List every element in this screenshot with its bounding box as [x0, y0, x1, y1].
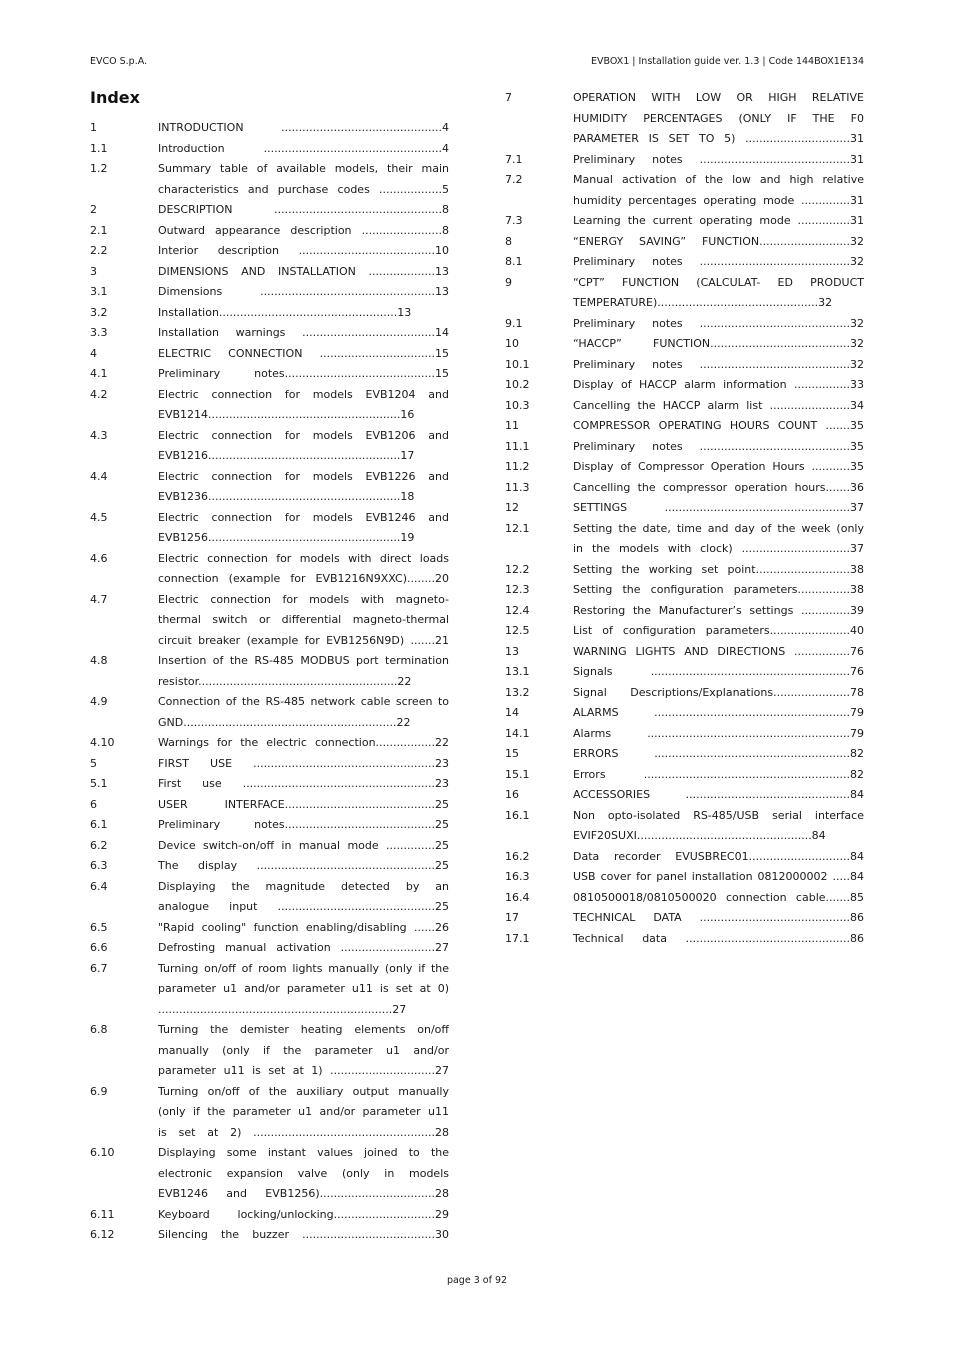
- toc-entry-line: [505, 662, 864, 683]
- toc-entry-line: [90, 938, 449, 959]
- toc-entry-text: INTRODUCTION ..............................................4: [158, 121, 449, 134]
- toc-entry-line: [90, 651, 449, 672]
- toc-section-number: 4.2: [90, 387, 108, 401]
- toc-entry-text: ERRORS ........................................................82: [573, 747, 864, 760]
- toc-section-number: [90, 672, 158, 693]
- toc-section-number: 7.1: [505, 152, 523, 166]
- toc-section-number: 15: [505, 747, 519, 760]
- index-column-left: [90, 118, 449, 1246]
- toc-section-number: [90, 610, 158, 631]
- toc-section-number: 17.1: [505, 931, 530, 945]
- toc-entry-line: [90, 1225, 449, 1246]
- toc-entry-line: [505, 601, 864, 622]
- toc-entry-line: [505, 191, 864, 212]
- toc-entry-text: analogue input .............................................25: [158, 900, 449, 913]
- toc-entry-line: [505, 785, 864, 806]
- toc-section-number: 4.3: [90, 428, 108, 442]
- toc-section-number: [90, 1184, 158, 1205]
- toc-entry-text: OPERATION WITH LOW OR HIGH RELATIVE: [573, 91, 864, 104]
- toc-entry-text: thermal switch or differential magneto-thermal: [158, 613, 449, 626]
- toc-entry-line: [505, 560, 864, 581]
- toc-entry-text: Signals .........................................................76: [573, 665, 864, 678]
- toc-entry-line: [90, 159, 449, 180]
- toc-entry-text: Cancelling the compressor operation hours.......36: [573, 480, 864, 494]
- toc-section-number: [505, 109, 573, 130]
- toc-entry-text: Preliminary notes ...........................................32: [573, 255, 864, 268]
- toc-section-number: 4.4: [90, 469, 108, 483]
- index-column-right: [505, 88, 864, 949]
- toc-entry-text: DIMENSIONS AND INSTALLATION ...................13: [158, 264, 449, 278]
- toc-entry-line: [505, 334, 864, 355]
- toc-section-number: 6.12: [90, 1228, 115, 1241]
- toc-entry-line: [505, 703, 864, 724]
- toc-section-number: 12: [505, 501, 519, 514]
- header-company: EVCO S.p.A.: [90, 56, 148, 67]
- toc-section-number: 3.1: [90, 285, 108, 298]
- toc-section-number: [90, 897, 158, 918]
- toc-entry-text: Manual activation of the low and high relative: [573, 173, 864, 186]
- toc-entry-text: Connection of the RS-485 network cable screen to: [158, 695, 449, 708]
- toc-entry-text: Restoring the Manufacturer’s settings ..............39: [573, 603, 864, 617]
- toc-entry-line: [505, 88, 864, 109]
- toc-section-number: 16.1: [505, 808, 530, 822]
- toc-section-number: 10.1: [505, 357, 530, 371]
- toc-section-number: 3.2: [90, 305, 108, 319]
- toc-entry-text: Summary table of available models, their main: [158, 162, 449, 175]
- toc-section-number: 16.3: [505, 870, 530, 883]
- toc-entry-line: [90, 1102, 449, 1123]
- toc-section-number: 17: [505, 911, 519, 924]
- toc-entry-text: Preliminary notes...........................................25: [158, 818, 449, 831]
- toc-entry-line: [505, 355, 864, 376]
- toc-section-number: [90, 979, 158, 1000]
- toc-entry-text: TEMPERATURE)..............................................32: [573, 296, 833, 309]
- toc-entry-text: Displaying the magnitude detected by an: [158, 879, 449, 893]
- toc-entry-text: ELECTRIC CONNECTION .................................15: [158, 346, 449, 360]
- toc-entry-line: [505, 765, 864, 786]
- toc-entry-text: Displaying some instant values joined to the: [158, 1146, 449, 1159]
- toc-entry-text: is set at 2) ....................................................28: [158, 1125, 449, 1139]
- toc-entry-text: DESCRIPTION ................................................8: [158, 203, 449, 216]
- toc-entry-line: [90, 897, 449, 918]
- toc-entry-text: Keyboard locking/unlocking.............................29: [158, 1207, 449, 1221]
- toc-entry-line: [505, 396, 864, 417]
- toc-section-number: [90, 1123, 158, 1144]
- toc-section-number: 1.1: [90, 141, 108, 155]
- toc-section-number: 16: [505, 788, 519, 801]
- toc-section-number: [505, 826, 573, 847]
- toc-entry-line: [90, 795, 449, 816]
- toc-entry-text: SETTINGS .....................................................37: [573, 501, 864, 514]
- toc-entry-line: [505, 888, 864, 909]
- toc-section-number: 14.1: [505, 726, 530, 740]
- toc-section-number: [90, 1061, 158, 1082]
- toc-entry-line: [90, 323, 449, 344]
- toc-section-number: [90, 446, 158, 467]
- toc-section-number: 6.10: [90, 1146, 115, 1159]
- toc-entry-text: Electric connection for models with direct loads: [158, 551, 449, 565]
- toc-entry-text: List of configuration parameters.......................40: [573, 624, 864, 637]
- toc-entry-line: [505, 744, 864, 765]
- toc-entry-text: Defrosting manual activation ...........................27: [158, 941, 449, 954]
- toc-entry-text: USB cover for panel installation 0812000002 .....84: [573, 870, 864, 883]
- toc-entry-line: [505, 580, 864, 601]
- toc-entry-text: Errors ...........................................................82: [573, 767, 864, 781]
- toc-entry-line: [90, 364, 449, 385]
- toc-entry-text: Silencing the buzzer ......................................30: [158, 1228, 449, 1241]
- toc-section-number: 12.4: [505, 603, 530, 617]
- toc-entry-text: in the models with clock) ...............................37: [573, 542, 864, 555]
- toc-entry-line: [505, 867, 864, 888]
- toc-entry-text: Learning the current operating mode ...............31: [573, 214, 864, 227]
- toc-section-number: 9.1: [505, 316, 523, 330]
- toc-entry-line: [505, 724, 864, 745]
- toc-entry-line: [505, 273, 864, 294]
- toc-section-number: 2: [90, 203, 97, 216]
- toc-entry-line: [505, 457, 864, 478]
- toc-entry-line: [90, 836, 449, 857]
- toc-entry-text: Device switch-on/off in manual mode ..............25: [158, 838, 449, 852]
- toc-entry-text: WARNING LIGHTS AND DIRECTIONS ................76: [573, 644, 864, 658]
- toc-entry-text: Warnings for the electric connection.................22: [158, 736, 449, 749]
- toc-entry-text: Electric connection for models EVB1246 and: [158, 510, 449, 524]
- toc-entry-text: Turning on/off of room lights manually (only if the: [158, 961, 449, 975]
- toc-section-number: 13.2: [505, 685, 530, 699]
- toc-entry-text: EVIF20SUXI..................................................84: [573, 829, 826, 842]
- toc-entry-line: [90, 754, 449, 775]
- toc-entry-line: [505, 129, 864, 150]
- index-title: Index: [90, 88, 140, 107]
- toc-entry-line: [505, 252, 864, 273]
- toc-section-number: 6.4: [90, 879, 108, 893]
- toc-section-number: 6.9: [90, 1084, 108, 1098]
- toc-section-number: [90, 569, 158, 590]
- toc-entry-line: [90, 405, 449, 426]
- toc-section-number: 11.1: [505, 439, 530, 453]
- toc-entry-text: parameter u11 is set at 1) ..............................27: [158, 1064, 449, 1077]
- toc-section-number: 16.4: [505, 890, 530, 904]
- header-document-info: EVBOX1 | Installation guide ver. 1.3 | Code 144BOX1E134: [590, 56, 864, 67]
- toc-entry-text: Electric connection for models with magneto-: [158, 592, 449, 606]
- toc-entry-line: [90, 139, 449, 160]
- toc-section-number: [505, 539, 573, 560]
- toc-entry-text: Setting the date, time and day of the week (only: [573, 521, 864, 535]
- toc-entry-text: EVB1256.......................................................19: [158, 531, 415, 544]
- toc-entry-text: Preliminary notes...........................................15: [158, 367, 449, 380]
- toc-entry-line: [90, 692, 449, 713]
- toc-section-number: 6.11: [90, 1207, 115, 1221]
- toc-entry-line: [90, 1184, 449, 1205]
- toc-entry-text: parameter u1 and/or parameter u11 is set at 0): [158, 982, 449, 995]
- toc-section-number: [90, 631, 158, 652]
- toc-entry-line: [90, 1000, 449, 1021]
- toc-entry-line: [90, 1020, 449, 1041]
- toc-section-number: 6.1: [90, 818, 108, 831]
- toc-entry-line: [505, 683, 864, 704]
- toc-section-number: 6.6: [90, 941, 108, 954]
- toc-entry-line: [505, 539, 864, 560]
- toc-entry-line: [90, 631, 449, 652]
- toc-entry-line: [90, 262, 449, 283]
- toc-section-number: [505, 129, 573, 150]
- toc-section-number: [90, 528, 158, 549]
- toc-entry-line: [505, 642, 864, 663]
- toc-section-number: 2.2: [90, 244, 108, 257]
- toc-section-number: [90, 487, 158, 508]
- toc-entry-line: [90, 303, 449, 324]
- toc-section-number: 15.1: [505, 767, 530, 781]
- toc-entry-text: Signal Descriptions/Explanations......................78: [573, 685, 864, 699]
- toc-entry-text: Data recorder EVUSBREC01.............................84: [573, 849, 864, 863]
- toc-section-number: [90, 180, 158, 201]
- toc-entry-line: [90, 549, 449, 570]
- toc-entry-line: [90, 1123, 449, 1144]
- toc-section-number: [90, 713, 158, 734]
- toc-entry-text: Display of Compressor Operation Hours ...........35: [573, 460, 864, 473]
- toc-section-number: 8: [505, 234, 512, 248]
- toc-entry-line: [90, 180, 449, 201]
- page-number: page 3 of 92: [446, 1275, 508, 1286]
- toc-section-number: 12.5: [505, 624, 530, 637]
- toc-section-number: 13.1: [505, 665, 530, 678]
- toc-entry-line: [505, 150, 864, 171]
- toc-entry-text: Preliminary notes ...........................................35: [573, 439, 864, 453]
- toc-entry-line: [505, 519, 864, 540]
- toc-entry-text: HUMIDITY PERCENTAGES (ONLY IF THE F0: [573, 111, 864, 125]
- toc-entry-text: characteristics and purchase codes ..................5: [158, 182, 449, 196]
- toc-entry-line: [90, 1041, 449, 1062]
- toc-entry-line: [505, 847, 864, 868]
- toc-entry-text: Interior description .......................................10: [158, 244, 449, 257]
- toc-entry-text: Preliminary notes ...........................................32: [573, 357, 864, 371]
- toc-entry-line: [505, 293, 864, 314]
- toc-entry-line: [505, 437, 864, 458]
- toc-entry-text: connection (example for EVB1216N9XXC)........20: [158, 572, 449, 585]
- toc-section-number: 12.3: [505, 583, 530, 596]
- toc-section-number: 10.2: [505, 378, 530, 391]
- toc-entry-line: [505, 478, 864, 499]
- toc-entry-line: [90, 774, 449, 795]
- toc-entry-line: [90, 959, 449, 980]
- toc-section-number: 4.10: [90, 736, 115, 749]
- toc-entry-text: Alarms ..........................................................79: [573, 726, 864, 740]
- toc-section-number: 5.1: [90, 777, 108, 790]
- toc-entry-line: [90, 979, 449, 1000]
- toc-entry-line: [505, 314, 864, 335]
- toc-entry-text: Preliminary notes ...........................................31: [573, 152, 864, 166]
- toc-entry-line: [90, 569, 449, 590]
- toc-entry-text: humidity percentages operating mode ..............31: [573, 193, 864, 207]
- toc-entry-line: [505, 621, 864, 642]
- toc-entry-text: Turning the demister heating elements on/off: [158, 1023, 449, 1036]
- toc-entry-text: ALARMS ........................................................79: [573, 706, 864, 719]
- toc-entry-text: electronic expansion valve (only in models: [158, 1166, 449, 1180]
- toc-entry-text: Introduction ...................................................4: [158, 141, 449, 155]
- toc-entry-line: [90, 733, 449, 754]
- toc-entry-text: “CPT” FUNCTION (CALCULAT- ED PRODUCT: [573, 275, 864, 289]
- toc-entry-text: Turning on/off of the auxiliary output manually: [158, 1084, 449, 1098]
- toc-section-number: 11.3: [505, 480, 530, 494]
- toc-entry-text: Outward appearance description .......................8: [158, 223, 449, 237]
- toc-entry-line: [90, 590, 449, 611]
- toc-section-number: 4.7: [90, 592, 108, 606]
- toc-entry-text: Electric connection for models EVB1226 and: [158, 469, 449, 483]
- toc-entry-line: [505, 806, 864, 827]
- toc-entry-text: Electric connection for models EVB1206 and: [158, 428, 449, 442]
- toc-entry-text: Insertion of the RS-485 MODBUS port termination: [158, 654, 449, 667]
- toc-entry-line: [90, 815, 449, 836]
- toc-entry-text: FIRST USE ....................................................23: [158, 756, 449, 770]
- toc-entry-line: [90, 610, 449, 631]
- toc-entry-text: COMPRESSOR OPERATING HOURS COUNT .......35: [573, 419, 864, 432]
- toc-entry-text: Setting the working set point...........................38: [573, 562, 864, 576]
- toc-entry-line: [90, 528, 449, 549]
- toc-entry-line: [90, 385, 449, 406]
- toc-entry-text: Cancelling the HACCP alarm list .......................34: [573, 398, 864, 412]
- toc-entry-text: EVB1214.......................................................16: [158, 408, 415, 421]
- toc-section-number: 4.1: [90, 367, 108, 380]
- toc-entry-text: GND.............................................................22: [158, 715, 411, 729]
- toc-entry-text: Display of HACCP alarm information ................33: [573, 378, 864, 391]
- toc-entry-line: [505, 929, 864, 950]
- toc-entry-text: 0810500018/0810500020 connection cable.......85: [573, 890, 864, 904]
- toc-entry-line: [90, 221, 449, 242]
- toc-entry-text: circuit breaker (example for EVB1256N9D) .......21: [158, 633, 449, 647]
- toc-section-number: 4.6: [90, 551, 108, 565]
- toc-entry-line: [90, 487, 449, 508]
- toc-entry-line: [90, 1205, 449, 1226]
- toc-entry-line: [505, 375, 864, 396]
- toc-entry-line: [90, 1164, 449, 1185]
- toc-section-number: [90, 1041, 158, 1062]
- toc-entry-line: [90, 672, 449, 693]
- toc-entry-line: [90, 467, 449, 488]
- toc-entry-text: EVB1216.......................................................17: [158, 449, 415, 462]
- toc-section-number: [90, 1000, 158, 1021]
- toc-entry-text: ...................................................................27: [158, 1002, 407, 1016]
- toc-entry-line: [505, 498, 864, 519]
- toc-entry-text: (only if the parameter u1 and/or parameter u11: [158, 1105, 449, 1118]
- toc-entry-text: TECHNICAL DATA ...........................................86: [573, 911, 864, 924]
- toc-section-number: 6: [90, 797, 97, 811]
- toc-entry-line: [90, 1061, 449, 1082]
- toc-entry-line: [90, 118, 449, 139]
- toc-entry-text: Technical data ...............................................86: [573, 931, 864, 945]
- toc-section-number: 6.8: [90, 1023, 108, 1036]
- toc-section-number: [90, 1164, 158, 1185]
- toc-section-number: 4.5: [90, 510, 108, 524]
- toc-entry-text: EVB1236.......................................................18: [158, 490, 415, 503]
- toc-entry-line: [90, 918, 449, 939]
- toc-entry-line: [90, 1082, 449, 1103]
- toc-entry-line: [90, 241, 449, 262]
- toc-entry-text: The display ...................................................25: [158, 859, 449, 872]
- toc-section-number: 2.1: [90, 223, 108, 237]
- toc-entry-line: [90, 1143, 449, 1164]
- toc-section-number: 3.3: [90, 326, 108, 339]
- toc-entry-text: Installation...................................................13: [158, 305, 412, 319]
- toc-entry-line: [90, 877, 449, 898]
- toc-entry-text: “ENERGY SAVING” FUNCTION..........................32: [573, 234, 864, 248]
- toc-section-number: [90, 405, 158, 426]
- toc-entry-text: USER INTERFACE...........................................25: [158, 797, 449, 811]
- toc-section-number: [505, 191, 573, 212]
- toc-section-number: 4: [90, 346, 97, 360]
- toc-entry-line: [505, 232, 864, 253]
- toc-section-number: 10.3: [505, 398, 530, 412]
- toc-entry-line: [505, 416, 864, 437]
- toc-section-number: 12.1: [505, 521, 530, 535]
- toc-section-number: [505, 293, 573, 314]
- toc-section-number: 11.2: [505, 460, 530, 473]
- toc-section-number: 1: [90, 121, 97, 134]
- toc-entry-line: [90, 200, 449, 221]
- toc-entry-line: [90, 282, 449, 303]
- toc-section-number: 14: [505, 706, 519, 719]
- toc-entry-text: Installation warnings ......................................14: [158, 326, 449, 339]
- toc-entry-line: [505, 908, 864, 929]
- toc-entry-text: Dimensions ..................................................13: [158, 285, 449, 298]
- toc-entry-line: [90, 713, 449, 734]
- toc-section-number: 13: [505, 644, 519, 658]
- toc-entry-text: Non opto-isolated RS-485/USB serial interface: [573, 808, 864, 822]
- toc-entry-line: [90, 344, 449, 365]
- toc-entry-text: EVB1246 and EVB1256).................................28: [158, 1187, 449, 1200]
- toc-entry-line: [505, 826, 864, 847]
- toc-section-number: 9: [505, 275, 512, 289]
- toc-entry-text: PARAMETER IS SET TO 5) ..............................31: [573, 132, 864, 145]
- toc-section-number: [90, 1102, 158, 1123]
- toc-section-number: 7: [505, 91, 512, 104]
- toc-section-number: 6.7: [90, 961, 108, 975]
- toc-section-number: 3: [90, 264, 97, 278]
- toc-section-number: 6.5: [90, 920, 108, 934]
- toc-section-number: 4.9: [90, 695, 108, 708]
- toc-section-number: 10: [505, 337, 519, 350]
- toc-section-number: 7.3: [505, 214, 523, 227]
- toc-entry-line: [90, 426, 449, 447]
- toc-entry-line: [90, 856, 449, 877]
- toc-section-number: 5: [90, 756, 97, 770]
- toc-entry-text: "Rapid cooling" function enabling/disabling ......26: [158, 920, 449, 934]
- toc-entry-text: resistor.........................................................22: [158, 674, 412, 688]
- toc-entry-line: [505, 170, 864, 191]
- toc-entry-line: [90, 446, 449, 467]
- toc-entry-text: First use .......................................................23: [158, 777, 449, 790]
- toc-section-number: 6.2: [90, 838, 108, 852]
- toc-entry-text: Electric connection for models EVB1204 and: [158, 387, 449, 401]
- toc-section-number: 11: [505, 419, 519, 432]
- toc-entry-text: “HACCP” FUNCTION........................................32: [573, 337, 864, 350]
- toc-section-number: 6.3: [90, 859, 108, 872]
- toc-entry-line: [90, 508, 449, 529]
- toc-section-number: 16.2: [505, 849, 530, 863]
- toc-section-number: 4.8: [90, 654, 108, 667]
- toc-entry-text: ACCESSORIES ...............................................84: [573, 788, 864, 801]
- toc-section-number: 1.2: [90, 162, 108, 175]
- toc-entry-text: manually (only if the parameter u1 and/or: [158, 1043, 449, 1057]
- toc-entry-text: Preliminary notes ...........................................32: [573, 316, 864, 330]
- toc-section-number: 12.2: [505, 562, 530, 576]
- toc-entry-line: [505, 211, 864, 232]
- toc-entry-text: Setting the configuration parameters...............38: [573, 583, 864, 596]
- toc-section-number: 8.1: [505, 255, 523, 268]
- toc-entry-line: [505, 109, 864, 130]
- toc-section-number: 7.2: [505, 173, 523, 186]
